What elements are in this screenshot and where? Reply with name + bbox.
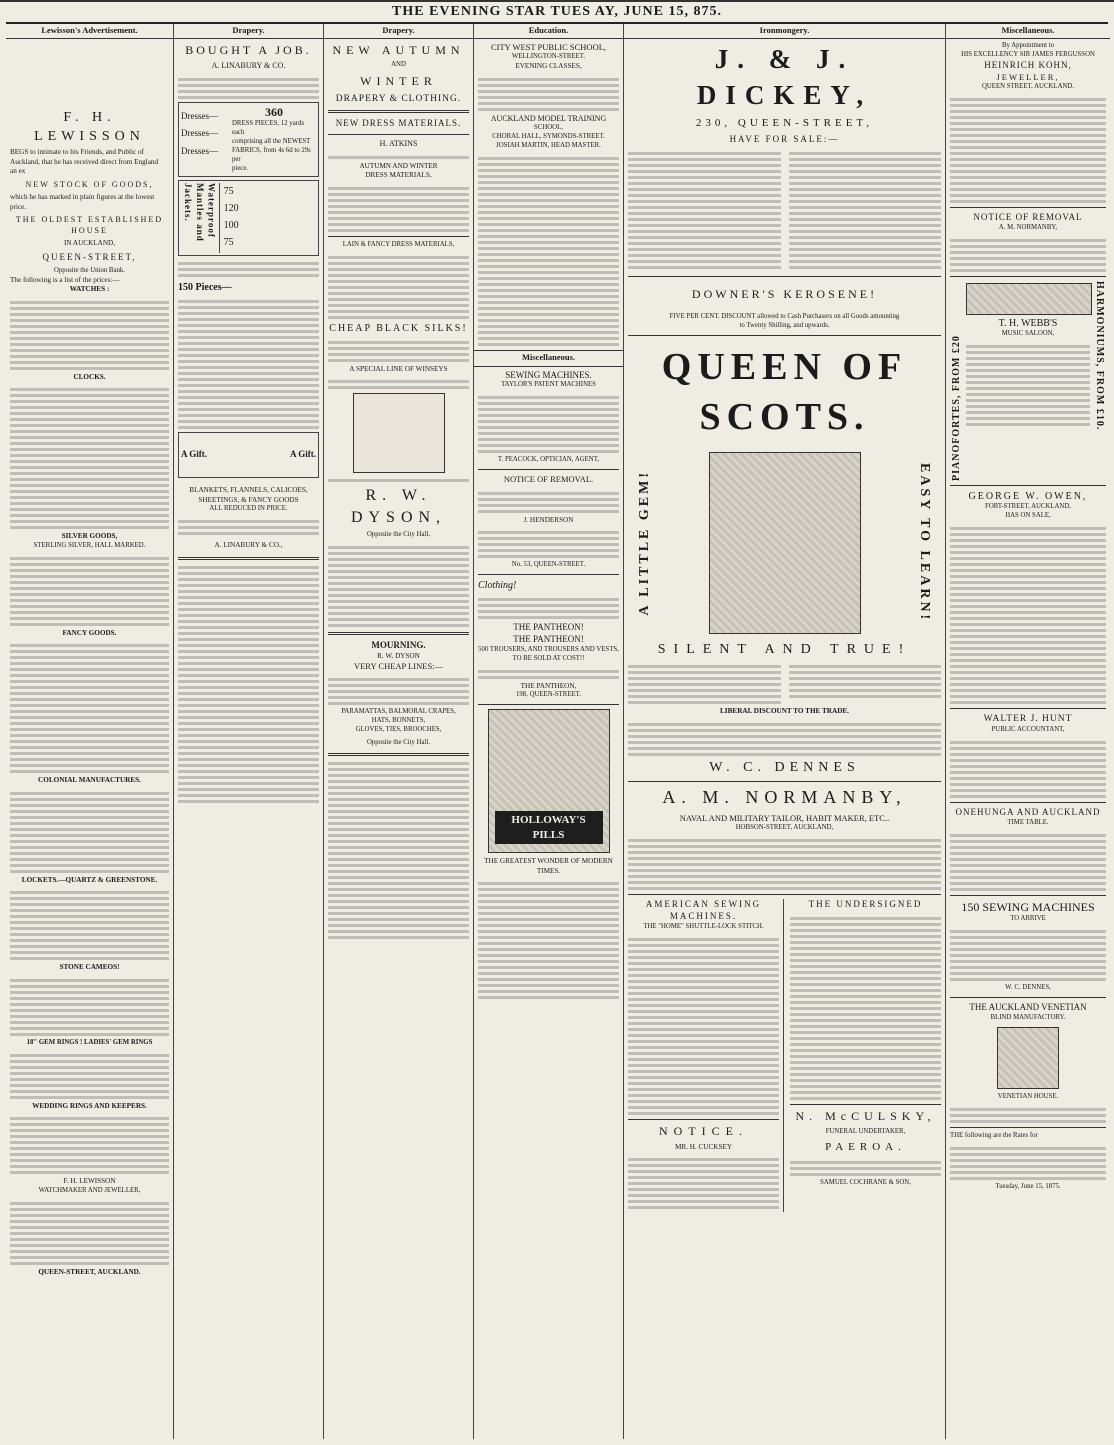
ad-line: PUBLIC ACCOUNTANT, — [991, 725, 1065, 733]
column-heading: Drapery. — [174, 24, 323, 39]
ad-line: 500 TROUSERS, AND TROUSERS AND VESTS, — [478, 646, 619, 654]
ad-line: T. PEACOCK, OPTICIAN, AGENT, — [497, 456, 600, 464]
holloway-pills-label: HOLLOWAY'S PILLS — [495, 811, 603, 844]
ad-title: THE UNDERSIGNED — [808, 899, 923, 910]
ad-line: No. 53, QUEEN-STREET. — [511, 561, 586, 569]
text-block — [628, 149, 781, 272]
ad-heading: A SPECIAL LINE OF WINSEYS — [349, 364, 448, 373]
text-block — [178, 520, 319, 535]
ad-line: Opposite the City Hall. — [366, 739, 431, 747]
ad-title: CITY WEST PUBLIC SCHOOL, — [490, 42, 607, 53]
text-block — [478, 531, 619, 558]
advertiser-name: A. M. NORMANBY, — [998, 224, 1058, 232]
ad-heading: NAVAL AND MILITARY TAILOR, HABIT MAKER, ETC.. — [679, 813, 890, 824]
text-block — [950, 741, 1106, 798]
divider — [328, 110, 469, 113]
text-block — [10, 301, 169, 370]
advertiser-name: N. McCULSKY, — [795, 1109, 936, 1124]
column-container — [6, 24, 1110, 1439]
ad-line: FABRICS, from 4s 6d to 29s per — [232, 147, 311, 164]
advertiser-name: A. M. NORMANBY, — [662, 787, 907, 808]
advertiser-name: W. C. DENNES — [709, 759, 860, 775]
ad-title: DRAPERY & CLOTHING. — [335, 93, 462, 104]
ad-heading: FUNERAL UNDERTAKER, — [825, 1128, 906, 1136]
ad-line: AND — [391, 61, 406, 69]
section-heading: WATCHES : — [69, 285, 110, 294]
divider — [478, 704, 619, 705]
ad-heading: THE OLDEST ESTABLISHED HOUSE — [15, 215, 164, 235]
advertiser-name: W. C. DENNES, — [1005, 984, 1051, 992]
machine-lists — [628, 662, 941, 707]
stock-lists — [628, 149, 941, 272]
ad-heading: QUEEN-STREET, — [42, 251, 137, 262]
webb-music-ad — [950, 281, 1106, 481]
column-ironmongery — [624, 24, 946, 1439]
text-block — [10, 891, 169, 960]
column-drapery-2 — [324, 24, 474, 1439]
ad-line: HOBSON-STREET, AUCKLAND, — [735, 824, 834, 832]
text-block — [178, 262, 319, 277]
clothing-heading: Clothing! — [478, 580, 517, 592]
venetian-blind-illustration — [997, 1027, 1059, 1089]
ad-line: TAYLOR'S PATENT MACHINES — [501, 381, 596, 389]
quantity: 75 — [223, 237, 234, 249]
divider — [950, 895, 1106, 896]
ad-line: PARAMATTAS, BALMORAL CRAPES, — [341, 708, 456, 716]
ad-heading: AUTUMN AND WINTER — [359, 161, 438, 170]
rates-heading: THE following are the Rates for — [950, 1132, 1038, 1140]
advertiser-name: F. H. LEWISSON — [34, 110, 145, 144]
ad-line: IN AUCKLAND, — [63, 239, 116, 248]
ad-line: Opposite the City Hall, — [366, 530, 431, 538]
section-heading: 18" GEM RINGS ! LADIES' GEM RINGS — [26, 1038, 153, 1046]
text-block — [178, 300, 319, 429]
divider — [790, 1104, 941, 1105]
section-heading: FANCY GOODS. — [62, 628, 117, 637]
text-block — [950, 1108, 1106, 1123]
ad-heading: VERY CHEAP LINES:— — [353, 661, 444, 672]
side-slogan: HARMONIUMS, FROM £10. — [1094, 281, 1105, 431]
ad-heading: HAS ON SALE, — [1005, 512, 1051, 520]
ad-title: NEW AUTUMN — [332, 43, 465, 58]
text-block — [10, 1054, 169, 1099]
text-block — [628, 839, 941, 890]
gift-label: A Gift. — [181, 449, 207, 460]
divider — [950, 276, 1106, 277]
text-block — [328, 341, 469, 362]
ad-title: QUEEN OF SCOTS. — [661, 345, 908, 438]
section-heading: Miscellaneous. — [474, 350, 623, 366]
advertiser-name: MR. H. CUCKSEY — [674, 1142, 733, 1151]
ad-heading: LIBERAL DISCOUNT TO THE TRADE. — [720, 707, 849, 716]
signature-title: WATCHMAKER AND JEWELLER, — [38, 1186, 141, 1194]
section-heading: SILVER GOODS, — [61, 532, 118, 541]
ad-line: comprising all the NEWEST — [232, 138, 311, 146]
ad-line: price. — [10, 202, 27, 211]
text-block — [328, 187, 469, 232]
side-slogan: A LITTLE GEM! — [637, 470, 652, 616]
ad-heading: TO ARRIVE — [1010, 915, 1046, 923]
divider — [950, 997, 1106, 998]
divider — [178, 557, 319, 560]
text-block — [478, 78, 619, 111]
ad-title: CHEAP BLACK SILKS! — [329, 322, 468, 334]
divider — [478, 574, 619, 575]
waterproof-label: Waterproof Mantles and Jackets. — [181, 183, 220, 253]
dresses-box — [178, 102, 319, 178]
quantity: 75 — [223, 186, 234, 198]
text-block — [950, 527, 1106, 704]
ad-line: Auckland, that he has received direct from England — [10, 157, 159, 166]
ad-line: HIS EXCELLENCY SIR JAMES FERGUSSON — [961, 51, 1095, 59]
advertiser-name: SAMUEL COCHRANE & SON, — [820, 1178, 911, 1186]
ad-heading: BLANKETS, FLANNELS, CALICOES, — [189, 486, 308, 495]
side-slogan: PIANOFORTES, FROM £20 — [951, 335, 962, 482]
ad-heading: DRESS MATERIALS, — [365, 171, 432, 180]
ad-heading: EVENING CLASSES, — [515, 62, 582, 71]
text-block — [628, 662, 781, 707]
ad-heading: VENETIAN HOUSE. — [997, 1093, 1059, 1101]
column-heading: Drapery. — [324, 24, 473, 39]
quantity: 100 — [223, 220, 239, 232]
column-drapery-1 — [174, 24, 324, 1439]
text-block — [789, 149, 942, 272]
text-block — [950, 1147, 1106, 1180]
ad-line: to Twenty Shilling, and upwards. — [739, 321, 830, 329]
ad-title: THE AUCKLAND VENETIAN — [969, 1002, 1087, 1013]
ad-title: THE PANTHEON! — [513, 634, 584, 645]
text-block — [10, 644, 169, 773]
text-block — [328, 156, 469, 159]
text-block — [10, 388, 169, 529]
text-block — [10, 557, 169, 626]
text-block — [10, 979, 169, 1036]
quantity: 120 — [223, 203, 239, 215]
ad-line: an ex — [10, 167, 26, 176]
waterproof-box — [178, 180, 319, 256]
advertiser-name: GEORGE W. OWEN, — [968, 491, 1088, 503]
ad-line: Opposite the Union Bank. — [54, 266, 125, 274]
ad-line: GLOVES, TIES, BROOCHES, — [355, 726, 442, 734]
ad-heading: NEW STOCK OF GOODS, — [25, 179, 154, 189]
text-block — [628, 1158, 779, 1209]
ad-title: AMERICAN SEWING MACHINES. — [645, 899, 762, 922]
column-heading: Education. — [474, 24, 623, 39]
text-block — [328, 762, 469, 939]
text-block — [478, 492, 619, 513]
ad-address: 230, QUEEN-STREET, — [695, 117, 874, 130]
advertiser-name: A. LINABURY & CO. — [211, 61, 286, 71]
text-block — [10, 1117, 169, 1174]
dress-count: 360 — [265, 104, 283, 119]
text-block — [790, 1161, 941, 1176]
text-block — [478, 157, 619, 346]
divider — [628, 894, 941, 895]
advertiser-name: THE PANTHEON, — [520, 681, 577, 690]
divider — [628, 335, 941, 336]
divider — [950, 207, 1106, 208]
ad-heading: BLIND MANUFACTORY. — [990, 1014, 1066, 1022]
divider — [628, 781, 941, 782]
text-block — [10, 1202, 169, 1265]
divider — [328, 753, 469, 756]
gift-box — [178, 432, 319, 478]
ad-title: THE PANTHEON! — [513, 622, 584, 633]
advertiser-name: A. LINABURY & CO., — [214, 541, 283, 550]
text-block — [178, 566, 319, 803]
ad-line: SCHOOL, — [534, 124, 563, 132]
ad-title: DOWNER'S KEROSENE! — [691, 286, 878, 301]
ad-line: FIVE PER CENT. DISCOUNT allowed to Cash Purchasers on all Goods amounting — [669, 312, 900, 320]
ad-title: NOTICE. — [659, 1124, 748, 1139]
text-block — [328, 380, 469, 389]
dresses-label: Dresses— — [181, 110, 218, 121]
ad-line: piece. — [232, 165, 249, 173]
ad-title: SEWING MACHINES. — [505, 369, 592, 380]
ad-title: NOTICE OF REMOVAL — [973, 212, 1083, 223]
text-block — [328, 256, 469, 319]
text-block — [328, 479, 469, 482]
ad-line: TO BE SOLD AT COST!! — [512, 654, 585, 662]
column-heading: Lewisson's Advertisement. — [6, 24, 173, 39]
ad-line: FORT-STREET, AUCKLAND, — [985, 503, 1071, 511]
text-block — [478, 598, 619, 619]
ad-line: HATS, BONNETS, — [371, 717, 426, 725]
column-miscellaneous — [946, 24, 1110, 1439]
ad-line: JOSIAH MARTIN, HEAD MASTER. — [496, 142, 601, 150]
ad-line: ALL REDUCED IN PRICE. — [209, 505, 288, 513]
ad-title: NOTICE OF REMOVAL. — [503, 474, 594, 485]
section-heading: CLOCKS. — [73, 372, 106, 381]
pieces-heading: 150 Pieces— — [178, 282, 232, 294]
footer-address: QUEEN-STREET, AUCKLAND. — [38, 1267, 141, 1276]
divider — [328, 632, 469, 635]
ad-heading: THE GREATEST WONDER OF MODERN TIMES. — [484, 857, 613, 875]
ad-heading: HAVE FOR SALE:— — [729, 133, 840, 144]
divider — [628, 1119, 779, 1120]
ad-title: 150 SEWING MACHINES — [961, 899, 1095, 914]
gift-label: A Gift. — [290, 449, 316, 460]
sheet-music-illustration — [966, 283, 1092, 315]
dresses-label: Dresses— — [181, 146, 218, 157]
text-block — [478, 396, 619, 453]
side-slogan: EASY TO LEARN! — [917, 463, 932, 623]
ad-heading: SHEETINGS, & FANCY GOODS — [198, 495, 299, 504]
column-education — [474, 24, 624, 1439]
divider — [478, 469, 619, 470]
section-heading: WEDDING RINGS AND KEEPERS. — [32, 1101, 147, 1110]
queen-portrait-illustration — [709, 452, 861, 634]
advertiser-name: J. HENDERSON — [523, 515, 574, 524]
masthead — [6, 2, 1108, 24]
text-block — [966, 345, 1090, 426]
holloway-pills-illustration — [488, 709, 610, 853]
divider — [950, 1127, 1106, 1128]
section-heading: COLONIAL MANUFACTURES. — [38, 776, 141, 785]
text-block — [328, 678, 469, 705]
ad-heading: LAIN & FANCY DRESS MATERIALS, — [342, 240, 455, 248]
ad-title: NEW DRESS MATERIALS. — [335, 118, 462, 129]
ad-title: AUCKLAND MODEL TRAINING — [490, 113, 607, 123]
section-heading: LOCKETS.—QUARTZ & GREENSTONE. — [21, 875, 158, 884]
ad-line: By Appointment to — [1001, 42, 1055, 50]
advertiser-name: R. W. DYSON, — [350, 487, 447, 526]
text-block — [10, 792, 169, 873]
advertiser-name: H. ATKINS — [379, 139, 418, 149]
ad-line: QUEEN STREET, AUCKLAND. — [981, 83, 1074, 91]
signature-name: F. H. LEWISSON — [63, 1177, 116, 1186]
column-lewisson — [6, 24, 174, 1439]
dresses-label: Dresses— — [181, 128, 218, 139]
issue-date: Tuesday, June 15, 1875. — [995, 1183, 1061, 1191]
divider — [328, 134, 469, 135]
advertiser-name: T. H. WEBB'S — [998, 318, 1058, 330]
advertiser-name: HEINRICH KOHN, — [984, 60, 1072, 71]
ad-heading: MUSIC SALOON, — [1001, 330, 1055, 338]
text-block — [478, 882, 619, 999]
ad-title: SILENT AND TRUE! — [657, 641, 912, 657]
section-heading: STONE CAMEOS! — [59, 963, 120, 972]
text-block — [950, 239, 1106, 272]
divider — [950, 485, 1106, 486]
advertiser-name: R. W. DYSON — [377, 651, 420, 660]
divider — [628, 276, 941, 277]
divider — [950, 802, 1106, 803]
text-block — [950, 98, 1106, 203]
ad-title: J. & J. DICKEY, — [696, 44, 873, 110]
text-block — [328, 546, 469, 627]
text-block — [790, 917, 941, 1100]
webb-music-body — [966, 281, 1090, 481]
ad-heading: JEWELLER, — [996, 72, 1060, 83]
divider — [950, 708, 1106, 709]
masthead-title: THE EVENING STAR TUES AY, JUNE 15, 875. — [392, 4, 722, 19]
sewing-machine-display — [628, 448, 941, 638]
ad-line: DRESS PIECES, 12 yards each — [232, 120, 305, 137]
ad-heading: TIME TABLE. — [1007, 818, 1049, 826]
ad-line: STERLING SILVER, HALL MARKED. — [33, 541, 146, 549]
ad-title: PAEROA. — [825, 1140, 906, 1153]
ad-line: CHORAL HALL, SYMONDS-STREET. — [492, 133, 605, 141]
divider — [328, 236, 469, 237]
ad-heading: THE "HOME" SHUTTLE-LOCK STITCH. — [643, 923, 764, 931]
ad-line: The following is a list of the prices:— — [10, 275, 120, 284]
ad-title: MOURNING. — [371, 639, 426, 650]
ad-line: 198, QUEEN-STREET. — [515, 691, 581, 699]
mourning-goods-box — [353, 393, 445, 473]
column-heading: Miscellaneous. — [946, 24, 1110, 39]
undersigned-ad — [790, 899, 941, 1212]
ad-title: ONEHUNGA AND AUCKLAND — [955, 806, 1101, 817]
text-block — [950, 834, 1106, 891]
advertiser-name: WALTER J. HUNT — [983, 714, 1073, 725]
ad-line: BEGS to intimate to his Friends, and Public of — [10, 148, 144, 157]
text-block — [478, 670, 619, 679]
text-block — [628, 723, 941, 756]
ad-title: BOUGHT A JOB. — [185, 43, 312, 58]
ad-line: which he has marked in plain figures at the lowest — [10, 193, 155, 202]
text-block — [178, 78, 319, 99]
ad-line: WELLINGTON-STREET. — [511, 53, 586, 61]
column-heading: Ironmongery. — [624, 24, 945, 39]
text-block — [950, 930, 1106, 981]
text-block — [789, 662, 942, 707]
sewing-machine-ad — [628, 899, 784, 1212]
lower-split — [628, 899, 941, 1212]
text-block — [628, 938, 779, 1115]
ad-title: WINTER — [360, 74, 437, 89]
